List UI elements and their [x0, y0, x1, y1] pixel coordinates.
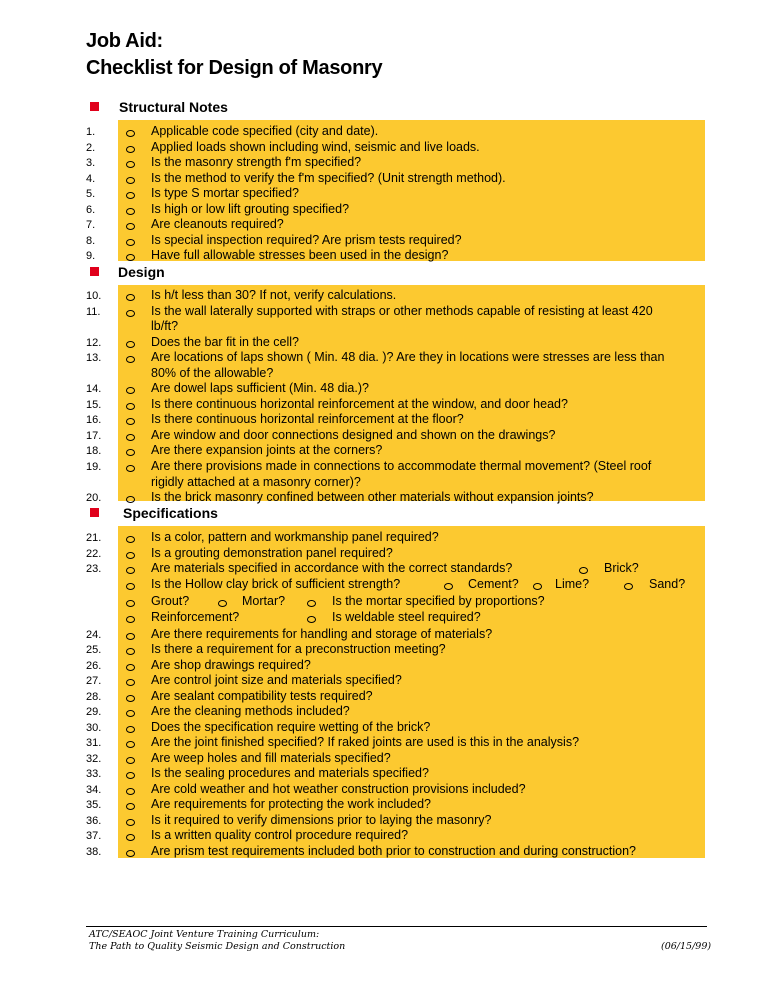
checkbox-circle-icon[interactable]: [126, 819, 135, 826]
item-number: 29.: [86, 706, 102, 718]
checkbox-circle-icon[interactable]: [126, 434, 135, 441]
item-number: 27.: [86, 675, 102, 687]
item-text: Are requirements for protecting the work included?: [151, 797, 432, 811]
checkbox-circle-icon[interactable]: [126, 192, 135, 199]
item-number: 32.: [86, 753, 102, 765]
item-text: Is there continuous horizontal reinforcement at the window, and door head?: [151, 397, 568, 411]
checkbox-circle-icon[interactable]: [533, 583, 542, 590]
checkbox-circle-icon[interactable]: [126, 387, 135, 394]
item-number: 15.: [86, 399, 102, 411]
footer-rule: [86, 926, 707, 927]
item-number: 2.: [86, 142, 96, 154]
item-text: Is a color, pattern and workmanship panel required?: [151, 530, 439, 544]
checkbox-circle-icon[interactable]: [126, 710, 135, 717]
checkbox-circle-icon[interactable]: [126, 294, 135, 301]
item-text: Are there requirements for handling and storage of materials?: [151, 627, 493, 641]
option-text: Mortar?: [242, 594, 286, 608]
item-text: Are cleanouts required?: [151, 217, 284, 231]
item-text: Is the sealing procedures and materials specified?: [151, 766, 429, 780]
item-text: Is the wall laterally supported with straps or other methods capable of resisting at least 420: [151, 304, 653, 318]
checkbox-circle-icon[interactable]: [126, 757, 135, 764]
checkbox-circle-icon[interactable]: [126, 254, 135, 261]
checkbox-circle-icon[interactable]: [126, 536, 135, 543]
item-number: 13.: [86, 352, 102, 364]
checkbox-circle-icon[interactable]: [126, 664, 135, 671]
item-text: Are there expansion joints at the corners?: [151, 443, 383, 457]
checkbox-circle-icon[interactable]: [126, 567, 135, 574]
checkbox-circle-icon[interactable]: [126, 130, 135, 137]
checkbox-circle-icon[interactable]: [126, 177, 135, 184]
item-text: Are window and door connections designed and shown on the drawings?: [151, 428, 556, 442]
checkbox-circle-icon[interactable]: [126, 496, 135, 503]
item-number: 14.: [86, 383, 102, 395]
item-text: 80% of the allowable?: [151, 366, 274, 380]
item-number: 20.: [86, 492, 102, 504]
item-number: 26.: [86, 660, 102, 672]
checkbox-circle-icon[interactable]: [579, 567, 588, 574]
option-text: Cement?: [468, 577, 519, 591]
item-text: Have full allowable stresses been used in the design?: [151, 248, 449, 262]
checkbox-circle-icon[interactable]: [126, 772, 135, 779]
checkbox-circle-icon[interactable]: [126, 418, 135, 425]
item-text: Is high or low lift grouting specified?: [151, 202, 350, 216]
item-number: 12.: [86, 337, 102, 349]
item-text: Are control joint size and materials specified?: [151, 673, 402, 687]
item-number: 37.: [86, 830, 102, 842]
option-text: Sand?: [649, 577, 686, 591]
checkbox-circle-icon[interactable]: [126, 726, 135, 733]
red-square-bullet-icon: [90, 102, 99, 111]
section-label: Structural Notes: [119, 99, 228, 115]
item-number: 5.: [86, 188, 96, 200]
item-text: Does the specification require wetting of the brick?: [151, 720, 431, 734]
item-number: 24.: [86, 629, 102, 641]
item-number: 9.: [86, 250, 96, 262]
item-text: lb/ft?: [151, 319, 179, 333]
checkbox-circle-icon[interactable]: [307, 600, 316, 607]
checkbox-circle-icon[interactable]: [126, 834, 135, 841]
checkbox-circle-icon[interactable]: [126, 583, 135, 590]
section-label: Design: [118, 264, 165, 280]
checkbox-circle-icon[interactable]: [126, 648, 135, 655]
checkbox-circle-icon[interactable]: [126, 552, 135, 559]
checkbox-circle-icon[interactable]: [218, 600, 227, 607]
checkbox-circle-icon[interactable]: [126, 310, 135, 317]
item-number: 23.: [86, 563, 102, 575]
option-text: Brick?: [604, 561, 639, 575]
item-text: Is special inspection required? Are prism tests required?: [151, 233, 462, 247]
checkbox-circle-icon[interactable]: [126, 356, 135, 363]
item-number: 28.: [86, 691, 102, 703]
item-text: Are weep holes and fill materials specified?: [151, 751, 391, 765]
checkbox-circle-icon[interactable]: [126, 208, 135, 215]
checkbox-circle-icon[interactable]: [126, 616, 135, 623]
item-text: Are cold weather and hot weather construction provisions included?: [151, 782, 526, 796]
item-text: Reinforcement?: [151, 610, 240, 624]
item-number: 30.: [86, 722, 102, 734]
item-number: 22.: [86, 548, 102, 560]
item-text: Is the brick masonry confined between other materials without expansion joints?: [151, 490, 594, 504]
red-square-bullet-icon: [90, 508, 99, 517]
item-text: Are shop drawings required?: [151, 658, 311, 672]
checkbox-circle-icon[interactable]: [126, 146, 135, 153]
item-number: 25.: [86, 644, 102, 656]
item-number: 18.: [86, 445, 102, 457]
item-text: Are prism test requirements included both prior to construction and during construction?: [151, 844, 636, 858]
checkbox-circle-icon[interactable]: [307, 616, 316, 623]
item-number: 7.: [86, 219, 96, 231]
doc-title-line1: Job Aid:: [86, 30, 163, 52]
item-number: 6.: [86, 204, 96, 216]
checkbox-circle-icon[interactable]: [126, 465, 135, 472]
checkbox-circle-icon[interactable]: [126, 850, 135, 857]
footer-date: (06/15/99): [661, 941, 712, 952]
item-number: 19.: [86, 461, 102, 473]
item-number: 11.: [86, 306, 101, 318]
checkbox-circle-icon[interactable]: [126, 239, 135, 246]
item-number: 4.: [86, 173, 96, 185]
item-number: 38.: [86, 846, 102, 858]
footer-line1: ATC/SEAOC Joint Venture Training Curriculum:: [89, 929, 320, 940]
checkbox-circle-icon[interactable]: [126, 633, 135, 640]
item-text: Is a grouting demonstration panel required?: [151, 546, 393, 560]
item-text: Are the cleaning methods included?: [151, 704, 350, 718]
item-text: Is h/t less than 30? If not, verify calculations.: [151, 288, 397, 302]
option-text: Lime?: [555, 577, 590, 591]
checkbox-circle-icon[interactable]: [126, 803, 135, 810]
item-number: 16.: [86, 414, 102, 426]
doc-title-line2: Checklist for Design of Masonry: [86, 57, 383, 79]
item-number: 36.: [86, 815, 102, 827]
item-text: Is the Hollow clay brick of sufficient strength?: [151, 577, 401, 591]
item-number: 1.: [86, 126, 96, 138]
item-text: Are there provisions made in connections to accommodate thermal movement? (Steel roof: [151, 459, 652, 473]
option-text: Is the mortar specified by proportions?: [332, 594, 545, 608]
item-number: 21.: [86, 532, 102, 544]
checkbox-circle-icon[interactable]: [126, 341, 135, 348]
item-text: Is there a requirement for a preconstruction meeting?: [151, 642, 446, 656]
item-number: 33.: [86, 768, 102, 780]
checkbox-circle-icon[interactable]: [126, 600, 135, 607]
section-label: Specifications: [123, 505, 218, 521]
checkbox-circle-icon[interactable]: [126, 449, 135, 456]
checkbox-circle-icon[interactable]: [126, 741, 135, 748]
checkbox-circle-icon[interactable]: [126, 161, 135, 168]
checkbox-circle-icon[interactable]: [444, 583, 453, 590]
item-number: 8.: [86, 235, 96, 247]
item-text: Applicable code specified (city and date).: [151, 124, 379, 138]
item-number: 35.: [86, 799, 102, 811]
item-text: Is there continuous horizontal reinforcement at the floor?: [151, 412, 464, 426]
item-text: Are sealant compatibility tests required?: [151, 689, 373, 703]
item-text: Does the bar fit in the cell?: [151, 335, 299, 349]
item-text: Applied loads shown including wind, seismic and live loads.: [151, 140, 480, 154]
item-text: Is type S mortar specified?: [151, 186, 299, 200]
checkbox-circle-icon[interactable]: [126, 403, 135, 410]
checkbox-circle-icon[interactable]: [624, 583, 633, 590]
item-text: Is it required to verify dimensions prior to laying the masonry?: [151, 813, 492, 827]
red-square-bullet-icon: [90, 267, 99, 276]
item-text: rigidly attached at a masonry corner)?: [151, 475, 361, 489]
item-text: Is the masonry strength f'm specified?: [151, 155, 362, 169]
item-text: Are dowel laps sufficient (Min. 48 dia.)?: [151, 381, 369, 395]
checkbox-circle-icon[interactable]: [126, 679, 135, 686]
item-text: Are materials specified in accordance with the correct standards?: [151, 561, 513, 575]
item-number: 31.: [86, 737, 102, 749]
item-text: Are the joint finished specified? If raked joints are used is this in the analysis?: [151, 735, 580, 749]
item-number: 10.: [86, 290, 102, 302]
item-number: 34.: [86, 784, 102, 796]
item-text: Is a written quality control procedure required?: [151, 828, 409, 842]
item-text: Is the method to verify the f'm specified? (Unit strength method).: [151, 171, 506, 185]
option-text: Is weldable steel required?: [332, 610, 481, 624]
footer-line2: The Path to Quality Seismic Design and Construction: [89, 941, 346, 952]
item-number: 17.: [86, 430, 102, 442]
item-number: 3.: [86, 157, 96, 169]
checkbox-circle-icon[interactable]: [126, 695, 135, 702]
item-text: Are locations of laps shown ( Min. 48 dia. )? Are they in locations were stresses are less than: [151, 350, 665, 364]
item-text: Grout?: [151, 594, 190, 608]
checkbox-circle-icon[interactable]: [126, 223, 135, 230]
checkbox-circle-icon[interactable]: [126, 788, 135, 795]
